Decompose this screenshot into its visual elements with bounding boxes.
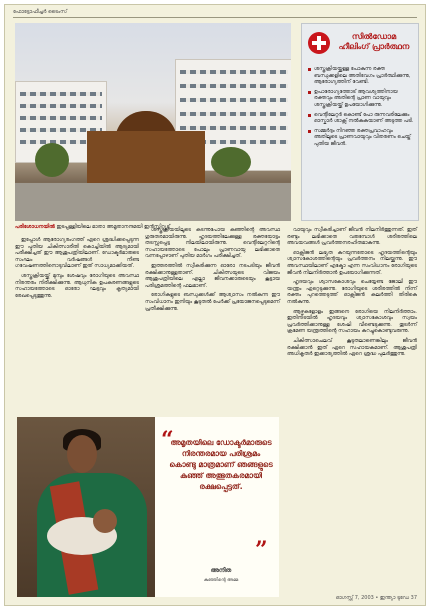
hospital-photo bbox=[15, 23, 291, 221]
paragraph: വായുവും സ്വീകരിച്ചാണ് ജീവൻ നിലനിർത്തുന്നത്. ഇത് രണ്ടും ലഭിക്കാതെ വരുമ്പോൾ ശരീരത്തിലെ അവയവങ്ങൾ പ്രവർത്തനരഹിതമാകുന്നു. bbox=[287, 227, 417, 247]
mother-face bbox=[67, 435, 97, 473]
paragraph: രോഗികളുടെ ബന്ധുക്കൾക്ക് ആശ്വാസം നൽകുന്ന ഈ സംവിധാനം ഇനിയും കൂടുതൽ പേർക്ക് പ്രയോജനപ്പെടുമെന്ന് പ്രതീക്ഷിക്കുന്നു. bbox=[145, 292, 280, 312]
top-rule bbox=[13, 17, 417, 18]
running-head: ഫോട്ടോഫീച്ചർ ടൈംസ് bbox=[13, 9, 67, 15]
caption-text: ഇടപ്പള്ളിയിലെ മാതാ അമൃതാനന്ദമയി ഇൻസ്റ്റിറ്റ്യൂട്ട് bbox=[56, 224, 170, 230]
body-column-2 bbox=[145, 227, 280, 315]
red-cross-icon bbox=[308, 32, 330, 54]
tree bbox=[35, 143, 69, 177]
quote-text: അമൃതയിലെ ഡോക്ടർമാരുടെ നിരന്തരമായ പരിശ്രമം കൊണ്ടു മാത്രമാണ് ഞങ്ങളുടെ കുഞ്ഞ് അത്ഭുതകരമായി രക്ഷപ്പെട്ടത്. bbox=[169, 438, 273, 491]
sidebar-list-item: ശസ്ത്രക്രിയയ്ക്കുള്ള പോകുന്ന രക്ത ബന്ധുക്കളിലെ അതിവേഗം പ്രാർത്ഥിക്കുന്നു, ആരോഗ്യത്തിന് വേണ്ടി. bbox=[308, 66, 414, 86]
paragraph: ഇപ്പോൾ ആരോഗ്യരംഗത്ത് ഏറെ ശ്രദ്ധിക്കപ്പെടുന്ന ഈ പുതിയ ചികിത്സാരീതി കൊച്ചിയിൽ ആദ്യമായി പരീക്ഷിച്ചത് ഈ ആശുപത്രിയിലാണ്. ഡോക്ടർമാരുടെ സംഘം വർഷങ്ങൾ നീണ്ട ഗവേഷണത്തിനൊടുവിലാണ് ഇത് സാധ്യമാക്കിയത്. bbox=[15, 237, 139, 270]
paragraph: ഓക്സിജൻ ലഭ്യത കുറയുന്നതോടെ ഹൃദയത്തിന്റെയും ശ്വാസകോശത്തിന്റെയും പ്രവർത്തനം നിലയ്ക്കുന്നു. ഈ അവസ്ഥയിലാണ് എക്മോ എന്ന സംവിധാനം രോഗിയുടെ ജീവൻ നിലനിർത്താൻ ഉപയോഗിക്കുന്നത്. bbox=[287, 249, 417, 276]
paragraph: ആഴ്ചകളോളം ഇങ്ങനെ രോഗിയെ നിലനിർത്താം. ഇതിനിടയിൽ ഹൃദയവും ശ്വാസകോശവും സ്വയം പ്രവർത്തിക്കാനുള്ള ശേഷി വീണ്ടെടുക്കുന്നു. തുടർന്ന് ക്രമേണ യന്ത്രത്തിന്റെ സഹായം കുറച്ചുകൊണ്ടുവരുന്നു. bbox=[287, 308, 417, 335]
open-quote-icon: “ bbox=[161, 427, 174, 453]
sidebar-list-item: സമ്മർദ്ദം നിറഞ്ഞ രക്തപ്രവാഹവും അതിലൂടെ പ്രാണവായുവും വിതരണം ചെയ്ത് പുതിയ ജീവൻ. bbox=[308, 128, 414, 148]
caption-highlight: പരിശോധനയിൽ bbox=[15, 224, 55, 230]
quote-attribution-relation: കുഞ്ഞിന്റെ അമ്മ bbox=[203, 578, 239, 583]
page-footer: ഓഗസ്റ്റ് 7, 2003 • ഇന്ത്യാ ടുഡേ 37 bbox=[335, 595, 417, 601]
sidebar-title: സിൽഡോമ ഹീലിംഗ് പ്രാർത്ഥന bbox=[338, 32, 410, 51]
quote-attribution-name: അനിത bbox=[210, 567, 232, 574]
sidebar-list bbox=[308, 66, 414, 151]
tree bbox=[211, 147, 251, 177]
entrance-gate bbox=[87, 131, 205, 191]
paragraph: ചികിത്സാചെലവ് കൂടുതലാണെങ്കിലും ജീവൻ രക്ഷിക്കാൻ ഇത് ഏറെ സഹായകമാണ്. ആശുപത്രി അധികൃതർ ഇക്കാര്യത്തിൽ ഏറെ ശ്രദ്ധ പുലർത്തുന്നു. bbox=[287, 337, 417, 358]
paragraph: ഇത്തരത്തിൽ സ്വീകരിക്കുന്ന ഓരോ നടപടിയും ജീവൻ രക്ഷിക്കാനുള്ളതാണ്. ചികിത്സയുടെ വിജയം ആശുപത്രിയിലെ എല്ലാ ജീവനക്കാരുടെയും കൂട്ടായ പരിശ്രമത്തിന്റെ ഫലമാണ്. bbox=[145, 262, 280, 289]
body-column-1 bbox=[15, 237, 139, 302]
paragraph: ശസ്ത്രക്രിയയിലൂടെ കടന്നുപോയ കുഞ്ഞിന്റെ അവസ്ഥ ഗുരുതരമായിരുന്നു. ഹൃദയത്തിലേക്കുള്ള രക്തയോട്ടം തടസ്സപ്പെട്ട നിലയിലായിരുന്നു. വെന്റിലേറ്ററിന്റെ സഹായത്തോടെ പോലും പ്രാണവായു ലഭിക്കാതെ വന്നപ്പോഴാണ് പുതിയ മാർഗം പരീക്ഷിച്ചത്. bbox=[145, 227, 280, 260]
sidebar-list-item: വെന്റിലേറ്റർ കൊണ്ട് പോ രുന്നവരിലേക്കും ഓസ്കാർ ശാക്സ് നൽകുകയാണ് അടുത്ത പടി. bbox=[308, 112, 414, 125]
sidebar-list-item: ഉപാരോഗ്യത്തോട് ആവശ്യത്തിനായ രക്തവും അതിന്റെ പ്രാണ വായുവും ശസ്ത്രക്രിയയ്ക്ക് ഉപയോഗിക്കുന്നു. bbox=[308, 89, 414, 109]
baby-head bbox=[93, 509, 117, 533]
pull-quote bbox=[155, 417, 279, 597]
paragraph: ശസ്ത്രക്രിയയ്ക്ക് മുമ്പും ശേഷവും രോഗിയുടെ അവസ്ഥ നിരന്തരം നിരീക്ഷിക്കുന്നു. ആധുനിക ഉപകരണങ്ങളുടെ സഹായത്തോടെ ഓരോ ഘട്ടവും കൃത്യമായി രേഖപ്പെടുത്തുന്നു. bbox=[15, 272, 139, 299]
ground bbox=[15, 183, 291, 221]
body-column-3 bbox=[287, 227, 417, 361]
prayer-sidebar bbox=[301, 23, 419, 221]
paragraph: ഹൃദയവും ശ്വാസകോശവും ചെയ്യേണ്ട ജോലി ഈ യന്ത്രം ഏറ്റെടുക്കുന്നു. രോഗിയുടെ ശരീരത്തിൽ നിന്ന് രക്തം പുറത്തെടുത്ത് ഓക്സിജൻ കലർത്തി തിരികെ നൽകുന്നു. bbox=[287, 279, 417, 305]
mother-child-photo bbox=[17, 417, 155, 597]
magazine-page bbox=[4, 4, 426, 606]
close-quote-icon: ” bbox=[255, 537, 268, 563]
